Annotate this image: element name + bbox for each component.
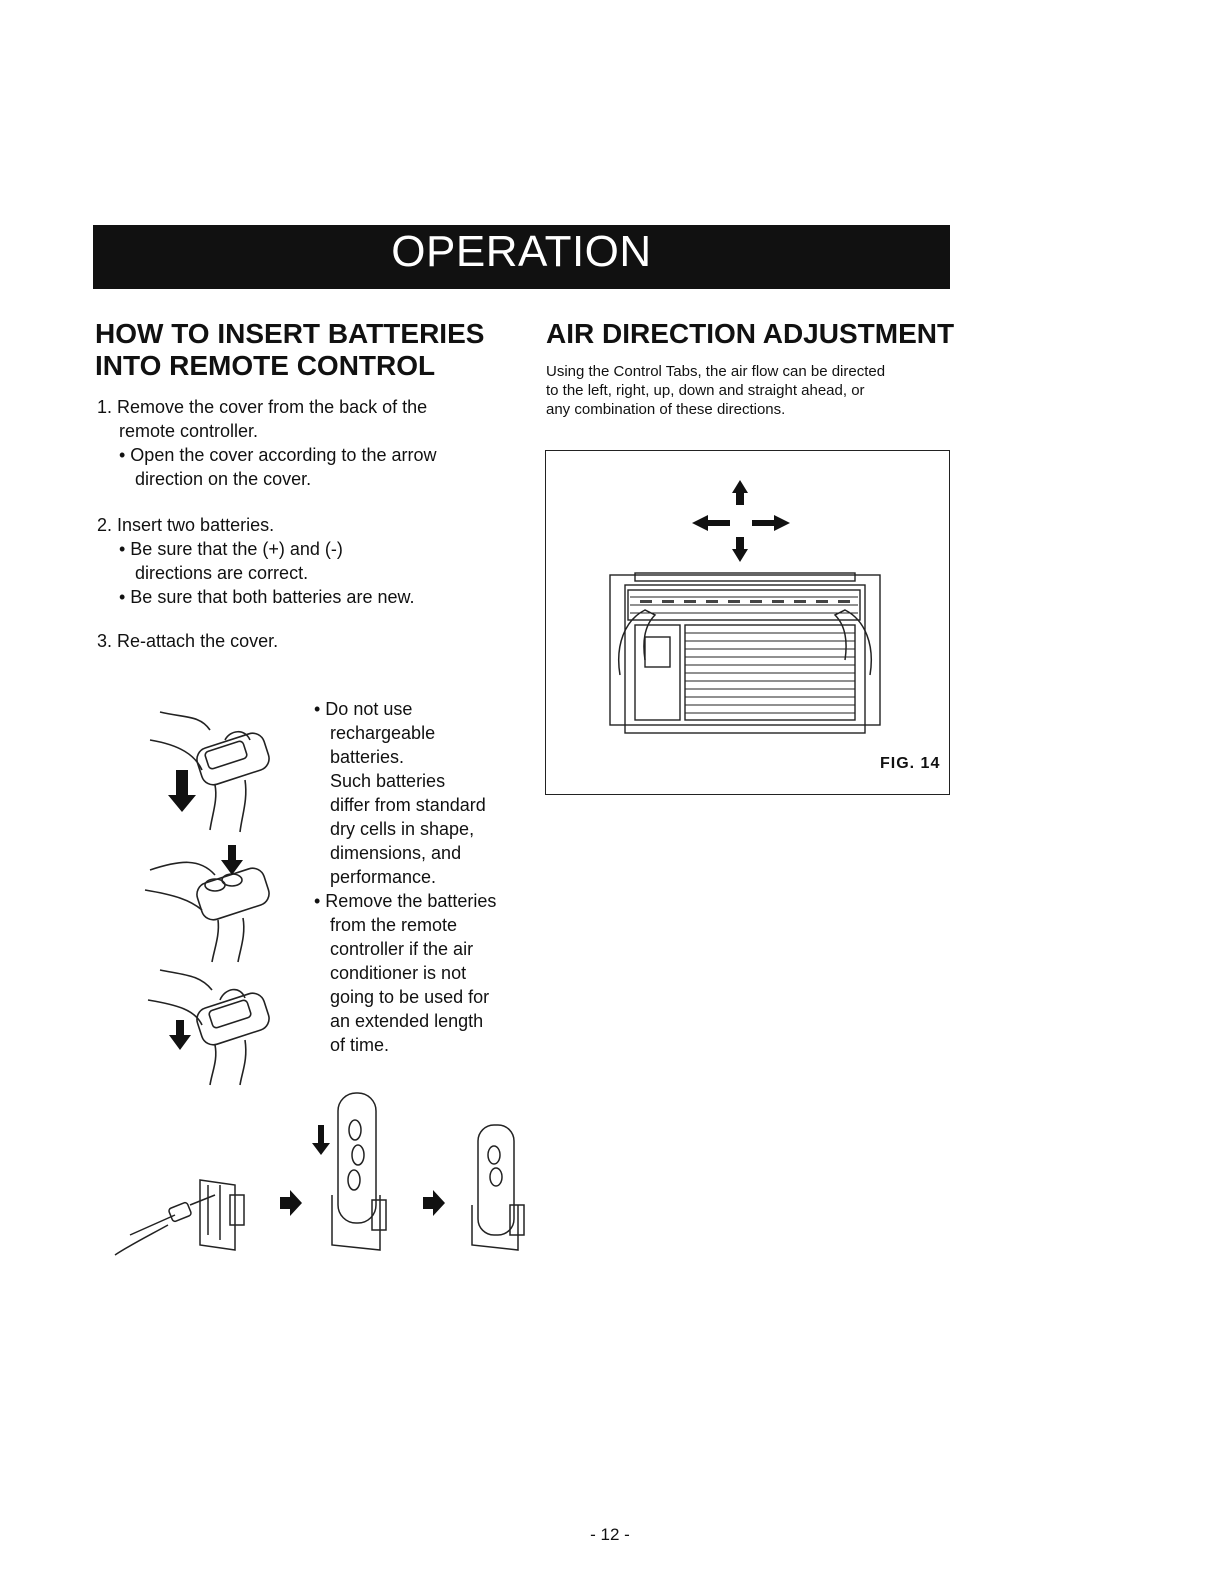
battery-notes	[314, 697, 534, 1057]
note-line: an extended length	[330, 1011, 484, 1031]
step-number: 1.	[97, 397, 113, 417]
note-line: conditioner is not	[330, 963, 467, 983]
note-line: dimensions, and	[330, 843, 462, 863]
step-text: remote controller.	[119, 421, 259, 441]
step-number: 2.	[97, 515, 113, 535]
note-line: • Do not use	[314, 699, 413, 719]
note-line: dry cells in shape,	[330, 819, 475, 839]
note-line: • Remove the batteries	[314, 891, 497, 911]
intro-line: any combination of these directions.	[546, 401, 786, 418]
step-number: 3.	[97, 631, 113, 651]
batteries-heading-line2: INTO REMOTE CONTROL	[95, 350, 436, 381]
intro-line: to the left, right, up, down and straight ahead, or	[546, 382, 865, 399]
note-line: differ from standard	[330, 795, 486, 815]
section-banner	[93, 225, 950, 289]
batteries-heading-line1: HOW TO INSERT BATTERIES	[95, 318, 485, 349]
air-direction-heading: AIR DIRECTION ADJUSTMENT	[546, 318, 955, 349]
note-line: rechargeable	[330, 723, 436, 743]
step-text: Re-attach the cover.	[117, 631, 279, 651]
step-2	[97, 513, 497, 609]
step-3	[97, 629, 497, 653]
banner-title: OPERATION	[391, 227, 652, 276]
air-direction-intro	[546, 362, 956, 419]
note-line: from the remote	[330, 915, 458, 935]
remote-holder-illustration	[110, 1085, 540, 1265]
air-conditioner-illustration	[600, 475, 890, 745]
fig-14-label: FIG. 14	[880, 755, 941, 772]
note-line: batteries.	[330, 747, 405, 767]
step-bullet: • Open the cover according to the arrow	[119, 445, 437, 465]
step-bullet: directions are correct.	[135, 563, 309, 583]
battery-steps-illustration	[140, 700, 300, 1090]
note-line: going to be used for	[330, 987, 490, 1007]
note-line: of time.	[330, 1035, 390, 1055]
note-line: controller if the air	[330, 939, 474, 959]
batteries-heading	[95, 318, 515, 382]
step-bullet: • Be sure that both batteries are new.	[119, 587, 415, 607]
step-bullet: direction on the cover.	[135, 469, 312, 489]
step-text: Remove the cover from the back of the	[117, 397, 428, 417]
step-bullet: • Be sure that the (+) and (-)	[119, 539, 343, 559]
note-line: performance.	[330, 867, 437, 887]
page-number: - 12 -	[590, 1525, 630, 1544]
intro-line: Using the Control Tabs, the air flow can be directed	[546, 363, 886, 380]
note-line: Such batteries	[330, 771, 446, 791]
step-text: Insert two batteries.	[117, 515, 275, 535]
battery-steps	[97, 395, 497, 667]
step-1	[97, 395, 497, 491]
